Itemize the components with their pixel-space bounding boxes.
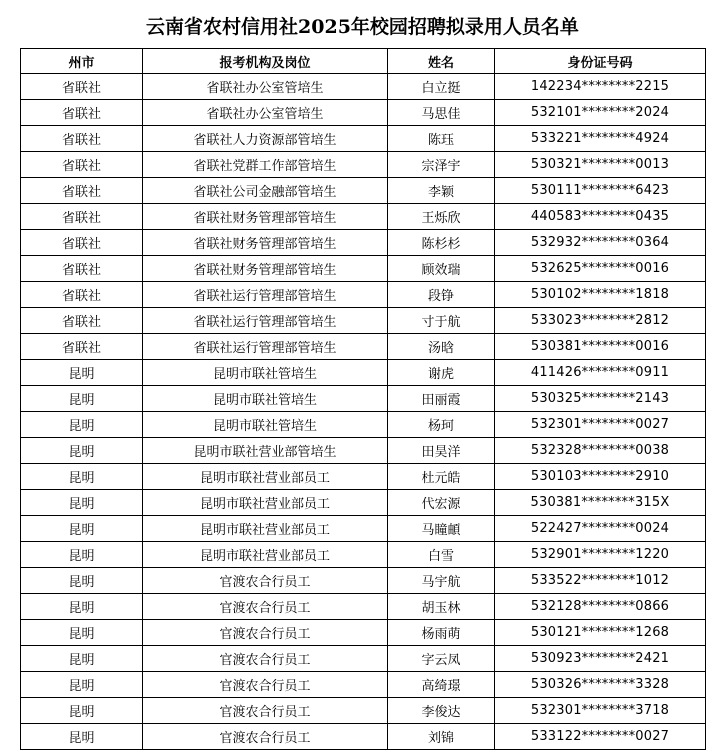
cell-id-number: 533522********1012 [495,568,706,594]
table-row [21,282,706,308]
cell-id-number: 411426********0911 [495,360,706,386]
table-row [21,152,706,178]
cell-id-number: 530381********315X [495,490,706,516]
cell-position: 昆明市联社营业部员工 [143,464,388,490]
cell-position: 昆明市联社营业部管培生 [143,438,388,464]
cell-position: 官渡农合行员工 [143,568,388,594]
cell-position: 昆明市联社管培生 [143,412,388,438]
table-row [21,230,706,256]
cell-position: 昆明市联社管培生 [143,360,388,386]
cell-id-number: 532301********3718 [495,698,706,724]
header-position: 报考机构及岗位 [143,49,388,74]
header-city: 州市 [21,49,143,74]
table-row [21,412,706,438]
cell-id-number: 522427********0024 [495,516,706,542]
cell-name: 田丽霞 [388,386,495,412]
cell-position: 省联社人力资源部管培生 [143,126,388,152]
cell-position: 省联社财务管理部管培生 [143,256,388,282]
cell-city: 省联社 [21,282,143,308]
cell-city: 昆明 [21,594,143,620]
cell-city: 昆明 [21,360,143,386]
recruitment-table [20,48,706,750]
cell-name: 白雪 [388,542,495,568]
cell-position: 官渡农合行员工 [143,724,388,750]
cell-id-number: 530923********2421 [495,646,706,672]
cell-name: 杜元皓 [388,464,495,490]
cell-id-number: 533122********0027 [495,724,706,750]
cell-name: 代宏源 [388,490,495,516]
cell-name: 王烁欣 [388,204,495,230]
table-row [21,178,706,204]
header-name: 姓名 [388,49,495,74]
cell-id-number: 533023********2812 [495,308,706,334]
cell-name: 李俊达 [388,698,495,724]
table-row [21,698,706,724]
cell-id-number: 532932********0364 [495,230,706,256]
cell-position: 昆明市联社管培生 [143,386,388,412]
cell-name: 杨珂 [388,412,495,438]
cell-position: 官渡农合行员工 [143,594,388,620]
table-row [21,464,706,490]
cell-position: 官渡农合行员工 [143,646,388,672]
cell-position: 昆明市联社营业部员工 [143,490,388,516]
cell-name: 宗泽宇 [388,152,495,178]
table-row [21,308,706,334]
cell-name: 刘锦 [388,724,495,750]
cell-position: 官渡农合行员工 [143,672,388,698]
table-row [21,256,706,282]
cell-id-number: 530325********2143 [495,386,706,412]
cell-id-number: 530111********6423 [495,178,706,204]
table-row [21,74,706,100]
cell-city: 省联社 [21,204,143,230]
cell-position: 省联社财务管理部管培生 [143,230,388,256]
table-row [21,386,706,412]
cell-position: 昆明市联社营业部员工 [143,516,388,542]
cell-name: 胡玉林 [388,594,495,620]
table-row [21,516,706,542]
cell-id-number: 533221********4924 [495,126,706,152]
table-row [21,542,706,568]
cell-name: 陈杉杉 [388,230,495,256]
cell-city: 昆明 [21,646,143,672]
cell-id-number: 532625********0016 [495,256,706,282]
table-row [21,204,706,230]
cell-position: 省联社运行管理部管培生 [143,282,388,308]
cell-city: 昆明 [21,542,143,568]
cell-name: 顾效瑞 [388,256,495,282]
cell-position: 省联社办公室管培生 [143,74,388,100]
table-row [21,594,706,620]
cell-city: 昆明 [21,438,143,464]
cell-position: 省联社办公室管培生 [143,100,388,126]
cell-city: 省联社 [21,74,143,100]
cell-position: 省联社运行管理部管培生 [143,308,388,334]
document-title: 云南省农村信用社2025年校园招聘拟录用人员名单 [146,16,579,38]
cell-city: 昆明 [21,516,143,542]
cell-city: 省联社 [21,230,143,256]
cell-city: 昆明 [21,568,143,594]
cell-position: 省联社财务管理部管培生 [143,204,388,230]
cell-city: 省联社 [21,126,143,152]
cell-city: 昆明 [21,490,143,516]
table-row [21,360,706,386]
cell-name: 田昊洋 [388,438,495,464]
table-row [21,724,706,750]
table-header-row [21,49,706,74]
cell-name: 寸于航 [388,308,495,334]
cell-name: 白立挺 [388,74,495,100]
cell-name: 马瞳頔 [388,516,495,542]
table-row [21,334,706,360]
cell-name: 李颖 [388,178,495,204]
cell-name: 段铮 [388,282,495,308]
cell-id-number: 532901********1220 [495,542,706,568]
cell-id-number: 530121********1268 [495,620,706,646]
table-row [21,568,706,594]
cell-name: 陈珏 [388,126,495,152]
table-row [21,646,706,672]
cell-position: 官渡农合行员工 [143,620,388,646]
cell-id-number: 142234********2215 [495,74,706,100]
cell-city: 昆明 [21,620,143,646]
cell-city: 昆明 [21,464,143,490]
cell-city: 昆明 [21,672,143,698]
cell-position: 官渡农合行员工 [143,698,388,724]
table-row [21,620,706,646]
cell-city: 昆明 [21,412,143,438]
cell-name: 杨雨萌 [388,620,495,646]
cell-id-number: 530103********2910 [495,464,706,490]
cell-id-number: 532301********0027 [495,412,706,438]
cell-id-number: 530326********3328 [495,672,706,698]
cell-city: 省联社 [21,100,143,126]
cell-city: 昆明 [21,386,143,412]
cell-city: 省联社 [21,334,143,360]
table-row [21,100,706,126]
cell-city: 省联社 [21,152,143,178]
cell-city: 省联社 [21,308,143,334]
cell-city: 昆明 [21,698,143,724]
cell-name: 汤晗 [388,334,495,360]
cell-name: 字云凤 [388,646,495,672]
cell-id-number: 440583********0435 [495,204,706,230]
cell-city: 省联社 [21,178,143,204]
header-id-number: 身份证号码 [495,49,706,74]
table-row [21,672,706,698]
cell-id-number: 532128********0866 [495,594,706,620]
cell-name: 马思佳 [388,100,495,126]
cell-id-number: 530102********1818 [495,282,706,308]
table-row [21,126,706,152]
table-row [21,438,706,464]
cell-name: 谢虎 [388,360,495,386]
cell-name: 马宇航 [388,568,495,594]
table-row [21,490,706,516]
cell-id-number: 530321********0013 [495,152,706,178]
cell-id-number: 532101********2024 [495,100,706,126]
table-body [21,74,706,750]
cell-id-number: 530381********0016 [495,334,706,360]
cell-position: 省联社党群工作部管培生 [143,152,388,178]
cell-position: 省联社公司金融部管培生 [143,178,388,204]
cell-name: 高绮璟 [388,672,495,698]
cell-position: 昆明市联社营业部员工 [143,542,388,568]
cell-position: 省联社运行管理部管培生 [143,334,388,360]
cell-id-number: 532328********0038 [495,438,706,464]
cell-city: 省联社 [21,256,143,282]
cell-city: 昆明 [21,724,143,750]
